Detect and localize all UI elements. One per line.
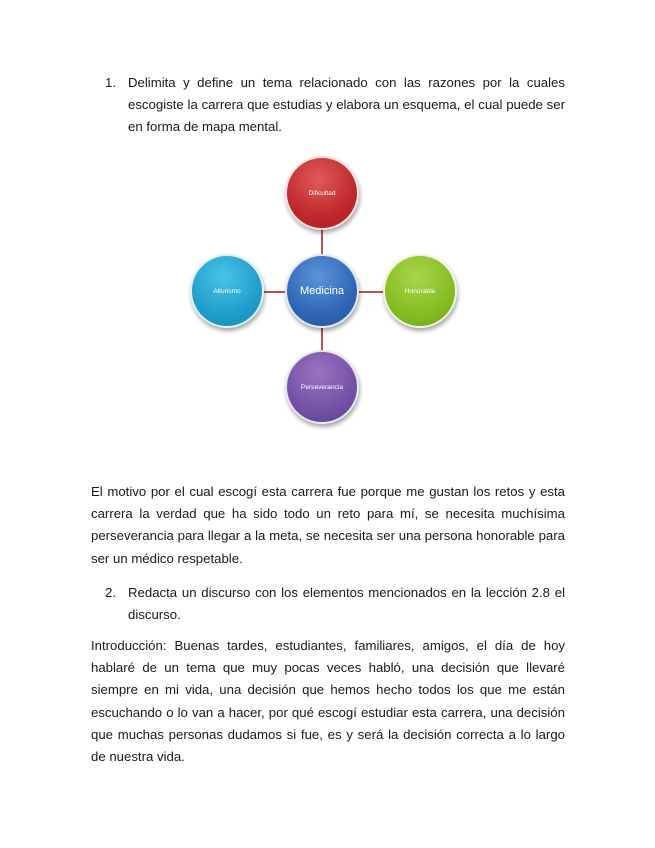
text-line: Redacta un discurso con los elementos mencionados en la lección 2.8 el <box>128 585 565 600</box>
list-number: 1. <box>105 75 116 90</box>
text-line: perseverancia para llegar a la meta, se necesita ser una persona honorable para <box>91 528 565 544</box>
node-bottom <box>285 350 359 424</box>
node-right-label: Honorable <box>404 287 436 295</box>
mind-map-diagram <box>160 150 490 440</box>
text-line: a hacer, por qué escogí estudiar esta carrera, una decisión que muchas personas <box>91 704 565 742</box>
node-left-label: Alturismo <box>213 287 241 295</box>
node-right <box>383 254 457 328</box>
node-center-label: Medicina <box>299 285 345 297</box>
node-top-label: Dificultad <box>308 189 336 197</box>
list-item-2 <box>105 582 565 626</box>
text-line: dudamos si fue, es y será la decisión correcta a lo largo de nuestra vida. <box>91 726 565 765</box>
node-top <box>285 156 359 230</box>
text-line: Delimita y define un tema relacionado con las razones por la cuales escogiste <box>128 75 565 113</box>
list-item-1 <box>105 72 565 139</box>
node-center <box>285 254 359 328</box>
text-line: El motivo por el cual escogí esta carrera fue porque me gustan los retos y esta <box>91 484 565 499</box>
text-line: discurso. <box>128 607 181 623</box>
text-line: Introducción: Buenas tardes, estudiantes, familiares, amigos, el día de hoy hablaré <box>91 638 565 676</box>
list-item-2-text <box>128 582 565 626</box>
text-line: mapa mental. <box>202 119 282 135</box>
node-left <box>190 254 264 328</box>
text-line: ser un médico respetable. <box>91 550 243 566</box>
text-line: carrera la verdad que ha sido todo un reto para mí, se necesita muchísima <box>91 506 565 522</box>
paragraph-1 <box>91 481 565 570</box>
text-line: de un tema que muy pocas veces habló, una decisión que llevaré siempre en mi <box>91 660 565 698</box>
text-line: la carrera que estudias y elabora un esquema, el cual puede ser en forma de <box>128 97 565 135</box>
text-line: vida, una decisión que hemos hecho todos los que me están escuchando o lo van <box>91 682 565 720</box>
list-item-1-text <box>128 72 565 139</box>
list-number: 2. <box>105 585 116 600</box>
paragraph-2 <box>91 635 565 768</box>
node-bottom-label: Perseverancia <box>300 383 344 391</box>
